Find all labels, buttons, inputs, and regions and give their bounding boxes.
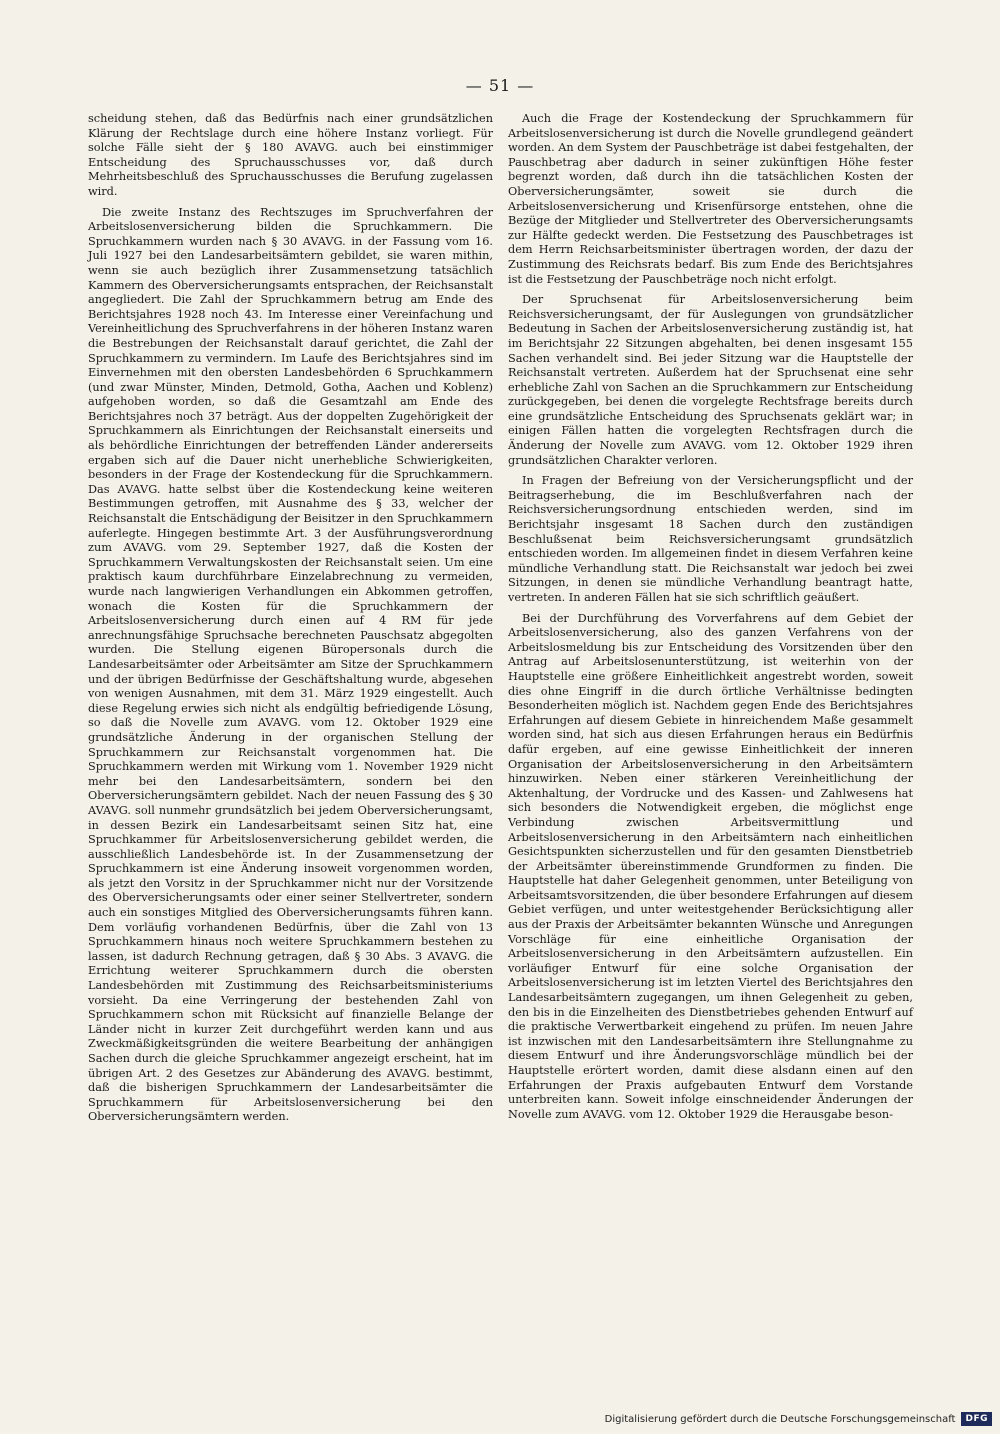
paragraph: Auch die Frage der Kostendeckung der Spruchkammern für Arbeitslosenversicherung ist durch die Novelle grundlegend geändert worden. An dem System der Pauschbeträge ist dabei festgehalten, der Pauschbetrag aber dadurch in seiner zukünftigen Höhe fester begrenzt worden, daß durch ihn die tatsächlichen Kosten der Oberversicherungsämter, soweit sie durch die Arbeitslosenversicherung und Krisenfürsorge entstehen, ohne die Bezüge der Mitglieder und Stellvertreter des Oberversicherungsamts zur Hälfte gedeckt werden. Die Festsetzung des Pauschbetrages ist dem Herrn Reichsarbeitsminister übertragen worden, der dazu der Zustimmung des Reichsrats bedarf. Bis zum Ende des Berichtsjahres ist die Festsetzung der Pauschbeträge noch nicht erfolgt. xyxy=(508,112,913,286)
paragraph: Der Spruchsenat für Arbeitslosenversicherung beim Reichsversicherungsamt, der für Auslegungen von grundsätzlicher Bedeutung in Sachen der Arbeitslosenversicherung zuständig ist, hat im Berichtsjahr 22 Sitzungen abgehalten, bei denen insgesamt 155 Sachen verhandelt sind. Bei jeder Sitzung war die Hauptstelle der Reichsanstalt vertreten. Außerdem hat der Spruchsenat eine sehr erhebliche Zahl von Sachen an die Spruchkammern zur Entscheidung zurückgegeben, bei denen die vorgelegte Rechtsfrage bereits durch eine grundsätzliche Entscheidung des Spruchsenats geklärt war; in einigen Fällen hatten die vorgelegten Rechtsfragen durch die Änderung der Novelle zum AVAVG. vom 12. Oktober 1929 ihren grundsätzlichen Charakter verloren. xyxy=(508,293,913,467)
paragraph: Bei der Durchführung des Vorverfahrens auf dem Gebiet der Arbeitslosenversicherung, also des ganzen Verfahrens von der Arbeitslosmeldung bis zur Entscheidung des Vorsitzenden über den Antrag auf Arbeitslosenunterstützung, ist weiterhin von der Hauptstelle eine größere Einheitlichkeit angestrebt worden, soweit dies ohne Eingriff in die durch örtliche Verhältnisse bedingten Besonderheiten möglich ist. Nachdem gegen Ende des Berichtsjahres Erfahrungen auf diesem Gebiete in hinreichendem Maße gesammelt worden sind, hat sich aus diesen Erfahrungen heraus ein Bedürfnis dafür ergeben, auf eine gewisse Einheitlichkeit der inneren Organisation der Arbeitslosenversicherung in den Arbeitsämtern hinzuwirken. Neben einer stärkeren Vereinheitlichung der Aktenhaltung, der Vordrucke und des Kassen- und Zahlwesens hat sich besonders die Notwendigkeit ergeben, die möglichst enge Verbindung zwischen Arbeitsvermittlung und Arbeitslosenversicherung in den Arbeitsämtern nach einheitlichen Gesichtspunkten sicherzustellen und für den gesamten Dienstbetrieb der Arbeitsämter übereinstimmende Grundformen zu finden. Die Hauptstelle hat daher Gelegenheit genommen, unter Beteiligung von Arbeitsamtsvorsitzenden, die über besondere Erfahrungen auf diesem Gebiet verfügen, und unter weitestgehender Berücksichtigung aller aus der Praxis der Arbeitsämter bekannten Wünsche und Anregungen Vorschläge für eine einheitliche Organisation der Arbeitslosenversicherung in den Arbeitsämtern aufzustellen. Ein vorläufiger Entwurf für eine solche Organisation der Arbeitslosenversicherung ist im letzten Viertel des Berichtsjahres den Landesarbeitsämtern zugegangen, um ihnen Gelegenheit zu geben, den bis in die Einzelheiten des Dienstbetriebes gehenden Entwurf auf die praktische Verwertbarkeit eingehend zu prüfen. Im neuen Jahre ist inzwischen mit den Landesarbeitsämtern ihre Stellungnahme zu diesem Entwurf und ihre Änderungsvorschläge mündlich bei der Hauptstelle erörtert worden, damit diese alsdann einen auf den Erfahrungen der Praxis aufgebauten Entwurf dem Vorstande unterbreiten kann. Soweit infolge einschneidender Änderungen der Novelle zum AVAVG. vom 12. Oktober 1929 die Herausgabe beson- xyxy=(508,611,913,1121)
paragraph: scheidung stehen, daß das Bedürfnis nach einer grundsätzlichen Klärung der Rechtslage durch eine höhere Instanz vorliegt. Für solche Fälle sieht der § 180 AVAVG. auch bei einstimmiger Entscheidung des Spruchausschusses vor, daß durch Mehrheitsbeschluß des Spruchausschusses die Berufung zugelassen wird. xyxy=(88,112,493,198)
paragraph: In Fragen der Befreiung von der Versicherungspflicht und der Beitragserhebung, die im Beschlußverfahren nach der Reichsversicherungsordnung entschieden werden, sind im Berichtsjahr insgesamt 18 Sachen durch den zuständigen Beschlußsenat beim Reichsversicherungsamt grundsätzlich entschieden worden. Im allgemeinen findet in diesem Verfahren keine mündliche Verhandlung statt. Die Reichsanstalt war jedoch bei zwei Sitzungen, in denen sie mündliche Verhandlung beantragt hatte, vertreten. In anderen Fällen hat sie sich schriftlich geäußert. xyxy=(508,474,913,604)
paragraph: Die zweite Instanz des Rechtszuges im Spruchverfahren der Arbeitslosenversicherung bilden die Spruchkammern. Die Spruchkammern wurden nach § 30 AVAVG. in der Fassung vom 16. Juli 1927 bei den Landesarbeitsämtern gebildet, sie waren mithin, wenn sie auch bezüglich ihrer Zusammensetzung tatsächlich Kammern des Oberversicherungsamts entsprachen, der Reichsanstalt angegliedert. Die Zahl der Spruchkammern betrug am Ende des Berichtsjahres 1928 noch 43. Im Interesse einer Vereinfachung und Vereinheitlichung des Spruchverfahrens in der höheren Instanz waren die Bestrebungen der Reichsanstalt darauf gerichtet, die Zahl der Spruchkammern zu vermindern. Im Laufe des Berichtsjahres sind im Einvernehmen mit den obersten Landesbehörden 6 Spruchkammern (und zwar Münster, Minden, Detmold, Gotha, Aachen und Koblenz) aufgehoben worden, so daß die Gesamtzahl am Ende des Berichtsjahres noch 37 beträgt. Aus der doppelten Zugehörigkeit der Spruchkammern als Einrichtungen der Reichsanstalt einerseits und als behördliche Einrichtungen der betreffenden Länder andererseits ergaben sich auf die Dauer nicht unerhebliche Schwierigkeiten, besonders in der Frage der Kostendeckung für die Spruchkammern. Das AVAVG. hatte selbst über die Kostendeckung keine weiteren Bestimmungen getroffen, mit Ausnahme des § 33, welcher der Reichsanstalt die Entschädigung der Beisitzer in den Spruchkammern auferlegte. Hingegen bestimmte Art. 3 der Ausführungsverordnung zum AVAVG. vom 29. September 1927, daß die Kosten der Spruchkammern Verwaltungskosten der Reichsanstalt seien. Um eine praktisch kaum durchführbare Einzelabrechnung zu vermeiden, wurde nach langwierigen Verhandlungen ein Abkommen getroffen, wonach die Kosten für die Spruchkammern der Arbeitslosenversicherung durch einen auf 4 RM für jede anrechnungsfähige Spruchsache berechneten Pauschsatz abgegolten wurden. Die Stellung eigenen Büropersonals durch die Landesarbeitsämter oder Arbeitsämter am Sitze der Spruchkammern und der übrigen Bedürfnisse der Geschäftshaltung wurde, abgesehen von wenigen Ausnahmen, mit dem 31. März 1929 eingestellt. Auch diese Regelung erwies sich nicht als endgültig befriedigende Lösung, so daß die Novelle zum AVAVG. vom 12. Oktober 1929 eine grundsätzliche Änderung in der organischen Stellung der Spruchkammern zur Reichsanstalt vorgenommen hat. Die Spruchkammern werden mit Wirkung vom 1. November 1929 nicht mehr bei den Landesarbeitsämtern, sondern bei den Oberversicherungsämtern gebildet. Nach der neuen Fassung des § 30 AVAVG. soll nunmehr grundsätzlich bei jedem Oberversicherungsamt, in dessen Bezirk ein Landesarbeitsamt seinen Sitz hat, eine Spruchkammer für Arbeitslosenversicherung gebildet werden, die ausschließlich Landesbehörde ist. In der Zusammensetzung der Spruchkammern ist eine Änderung insoweit vorgenommen worden, als jetzt den Vorsitz in der Spruchkammer nicht nur der Vorsitzende des Oberversicherungsamts oder einer seiner Stellvertreter, sondern auch ein sonstiges Mitglied des Oberversicherungsamts führen kann. Dem vorläufig vorhandenen Bedürfnis, über die Zahl von 13 Spruchkammern hinaus noch weitere Spruchkammern bestehen zu lassen, ist dadurch Rechnung getragen, daß § 30 Abs. 3 AVAVG. die Errichtung weiterer Spruchkammern durch die obersten Landesbehörden mit Zustimmung des Reichsarbeitsministeriums vorsieht. Da eine Verringerung der bestehenden Zahl von Spruchkammern schon mit Rücksicht auf finanzielle Belange der Länder nicht in kurzer Zeit durchgeführt werden kann und aus Zweckmäßigkeitsgründen die weitere Bearbeitung der anhängigen Sachen durch die gleiche Spruchkammer angezeigt erscheint, hat im übrigen Art. 2 des Gesetzes zur Abänderung des AVAVG. bestimmt, daß die bisherigen Spruchkammern der Landesarbeitsämter die Spruchkammern für Arbeitslosenversicherung bei den Oberversicherungsämtern werden. xyxy=(88,205,493,1124)
left-column xyxy=(88,112,493,1131)
page-number: — 51 — xyxy=(465,76,535,95)
right-column xyxy=(508,112,913,1128)
footer xyxy=(605,1412,992,1426)
footer-text: Digitalisierung gefördert durch die Deutsche Forschungsgemeinschaft xyxy=(604,1413,956,1425)
dfg-logo: DFG xyxy=(961,1412,992,1426)
